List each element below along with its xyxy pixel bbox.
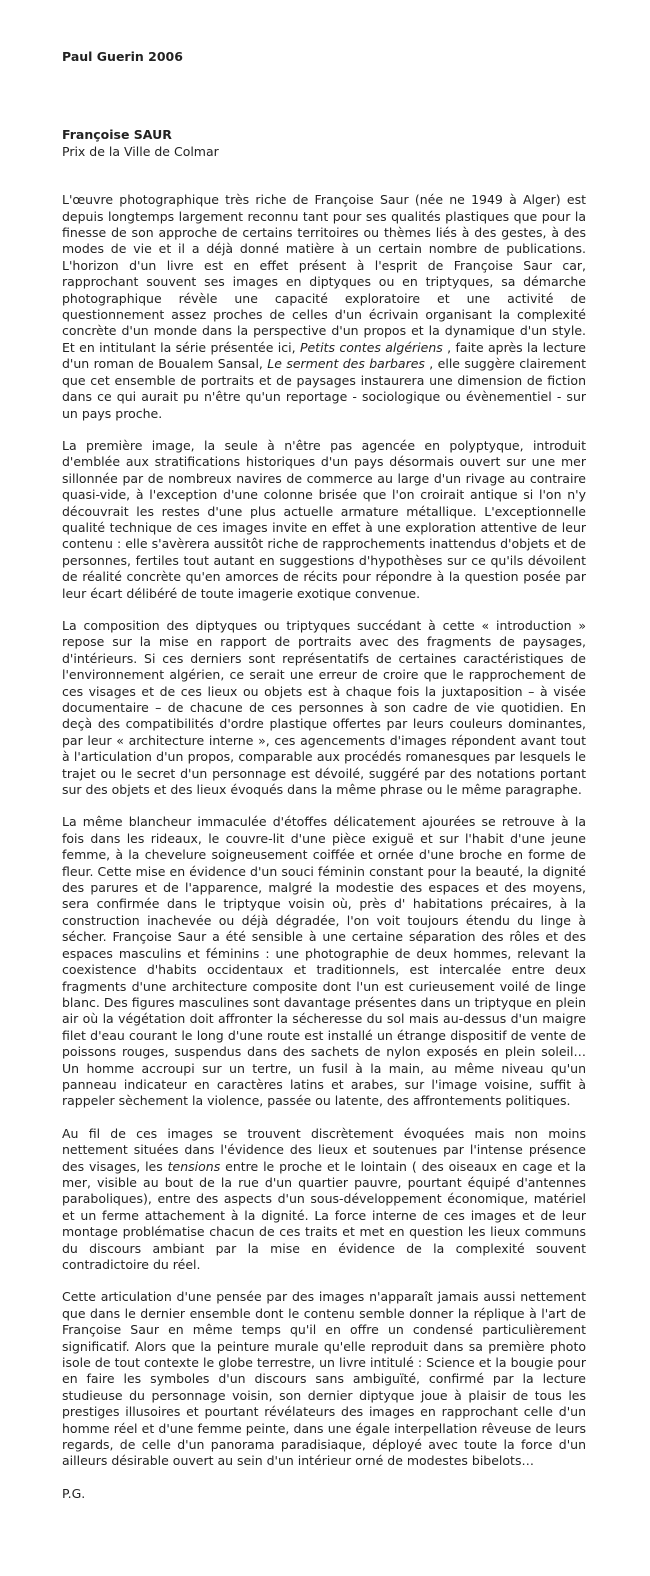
paragraph [62, 618, 586, 798]
paragraph [62, 438, 586, 602]
text-run: L'œuvre photographique très riche de Françoise Saur (née ne 1949 à Alger) est depuis longtemps largement reconnu tant pour ses qualités plastiques que pour la finesse de son approche de certains territoires ou thèmes liés à des gestes, à des modes de vie et il a déjà donné matière à un certain nombre de publications. L'horizon d'un livre est en effet présent à l'esprit de Françoise Saur car, rapprochant souvent ses images en diptyques ou en triptyques, sa démarche photographique révèle une capacité exploratoire et une activité de questionnement assez proches de celles d'un écrivain organisant la complexité concrète d'un monde dans la perspective d'un propos et la dynamique d'un style. Et en intitulant la série présentée ici, [62, 192, 586, 355]
paragraph [62, 1126, 586, 1274]
text-run: Cette articulation d'une pensée par des images n'apparaît jamais aussi nettement que dans le dernier ensemble dont le contenu semble donner la réplique à l'art de Françoise Saur en même temps qu'il en offre un condensé particulièrement significatif. Alors que la peinture murale qu'elle reproduit dans sa première photo isole de tout contexte le globe terrestre, un livre intitulé : Science et la bougie pour en faire les symboles d'un discours sans ambiguïté, confirmé par la lecture studieuse du personnage voisin, son dernier diptyque joue à plaisir de tous les prestiges illusoires et pourtant révélateurs des images en rapprochant celle d'un homme réel et d'une femme peinte, dans une égale interpellation rêveuse de leurs regards, de celle d'un panorama paradisiaque, déployé avec toute la force d'un ailleurs désirable ouvert au sein d'un intérieur orné de modestes bibelots… [62, 1289, 586, 1469]
text-run: , faite après la lecture d'un roman de Boualem Sansal, [62, 339, 586, 372]
text-run: entre le proche et le lointain ( des oiseaux en cage et la mer, visible au bout de la rue d'un quartier pauvre, pourtant équipé d'antennes paraboliques), entre des aspects d'un sous-développement économique, matériel et un ferme attachement à la dignité. La force interne de ces images et de leur montage problématise chacun de ces traits et met en question les lieux communs du discours ambiant par la mise en évidence de la complexité souvent contradictoire du réel. [62, 1158, 586, 1272]
artist-name: Françoise SAUR [62, 127, 172, 143]
document-header: Paul Guerin 2006 [62, 49, 183, 64]
document-page [62, 49, 586, 1502]
text-run: La composition des diptyques ou triptyques succédant à cette « introduction » repose sur la mise en rapport de portraits avec des fragments de paysages, d'intérieurs. Si ces derniers sont représentatifs de certaines caractéristiques de l'environnement algérien, ce serait une erreur de croire que le rapprochement de ces visages et de ces lieux ou objets est à chaque fois la juxtaposition – à visée documentaire – de chacune de ces personnes à son cadre de vie quotidien. En deçà des compatibilités d'ordre plastique offertes par leurs couleurs dominantes, par leur « architecture interne », ces agencements d'images répondent avant tout à l'articulation d'un propos, comparable aux procédés romanesques par lesquels le trajet ou le secret d'un personnage est dévoilé, suggéré par des notations portant sur des objets et des lieux évoqués dans la même phrase ou le même paragraphe. [62, 617, 586, 798]
italic-title: tensions [167, 1158, 221, 1174]
text-run: La même blancheur immaculée d'étoffes délicatement ajourées se retrouve à la fois dans les rideaux, le couvre-lit d'une pièce exiguë et sur l'habit d'une jeune femme, à la chevelure soigneusement coiffée et ornée d'une broche en forme de fleur. Cette mise en évidence d'un souci féminin constant pour la beauté, la dignité des parures et de l'apparence, malgré la modestie des espaces et des moyens, sera confirmée dans le triptyque voisin où, près d' habitations précaires, à la construction inachevée ou déjà dégradée, l'on voit toujours étendu du linge à sécher. Françoise Saur a été sensible à une certaine séparation des rôles et des espaces masculins et féminins : une photographie de deux hommes, relevant la coexistence d'habits occidentaux et traditionnels, est intercalée entre deux fragments d'une architecture composite dont l'un est curieusement voilé de linge blanc. Des figures masculines sont davantage présentes dans un triptyque en plein air où la végétation doit affronter la sécheresse du sol mais au-dessus d'un maigre filet d'eau courant le long d'une route est installé un étrange dispositif de vente de poissons rouges, suspendus dans des sachets de nylon exposés en plein soleil… Un homme accroupi sur un tertre, un fusil à la main, au même niveau qu'un panneau indicateur en caractères latins et arabes, sur l'image voisine, suffit à rappeler sèchement la violence, passée ou latente, des affrontements politiques. [62, 814, 586, 1109]
paragraph [62, 814, 586, 1109]
italic-title: Petits contes algériens [299, 339, 443, 355]
text-run: , elle suggère clairement que cet ensemble de portraits et de paysages instaurera une dimension de fiction dans ce qui aurait pu n'être qu'un reportage - sociologique ou évènementiel - sur un pays proche. [62, 356, 587, 421]
article-body [62, 192, 586, 1470]
text-run: Au fil de ces images se trouvent discrètement évoquées mais non moins nettement situées dans l'évidence des lieux et soutenues par l'intense présence des visages, les [62, 1125, 586, 1174]
artist-prize: Prix de la Ville de Colmar [62, 143, 219, 159]
paragraph [62, 1289, 586, 1469]
signature: P.G. [62, 1485, 86, 1501]
text-run: La première image, la seule à n'être pas agencée en polyptyque, introduit d'emblée aux stratifications historiques d'un pays désormais ouvert sur une mer sillonnée par de nombreux navires de commerce au large d'un rivage au contraire quasi-vide, à l'exception d'une colonne brisée que l'on croirait antique si l'on n'y découvrait les restes d'une plus actuelle armature métallique. L'exceptionnelle qualité technique de ces images invite en effet à une exploration attentive de leur contenu : elle s'avèrera aussitôt riche de rapprochements inattendus d'objets et de personnes, fertiles tout autant en suggestions d'hypothèses sur ce qu'ils dévoilent de réalité concrète qu'en amorces de récits pour répondre à la question posée par leur écart délibéré de toute imagerie exotique convenue. [62, 437, 586, 601]
paragraph [62, 192, 586, 422]
italic-title: Le serment des barbares [267, 356, 425, 372]
